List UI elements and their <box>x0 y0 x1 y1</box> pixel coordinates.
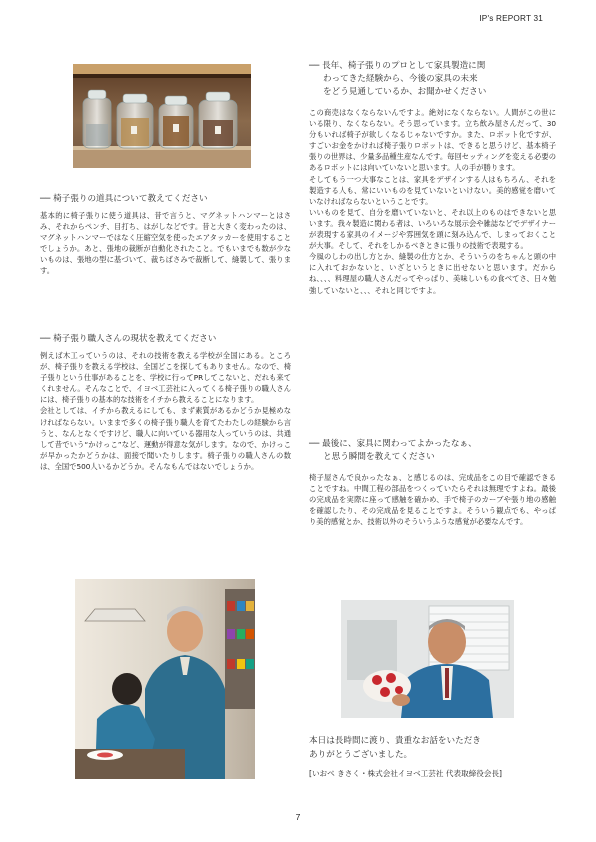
question-craftsmen-answer-1: 例えば木工っていうのは、それの技術を教える学校が全国にある。ところが、椅子張りを教える学校は、全国どこを探してもありません。なので、椅子張りという仕事があることを、学校に行ってPRしてこないと、だれも来てくれません。そんなことで、イヨベ工芸社に入ってくる椅子張りの職人さんには、椅子張りの基本的な技術をイチから教えることになります。 <box>40 351 291 405</box>
craftsman-workshop-illustration <box>75 579 255 779</box>
closing-signature: [いおべ きさく・株式会社イヨベ工芸社 代表取締役会長] <box>309 769 502 778</box>
question-craftsmen-answer-2: 会社としては、イチから教えるにしても、まず素質があるかどうか見極めなければならない。いままで多くの椅子張り職人を育てたわたしの経験から言うと、なんとなくですけど、職人に向いている器用な人っていうのは、共通して昔でいう“かけっこ”など、運動が得意な気がします。なので、かけっこが早かったかどうかは、面接で聞いたりします。椅子張りの職人さんの数は、全国で500人いるかどうか。そんなもんではないでしょうか。 <box>40 406 291 471</box>
question-future-answer-3: いいものを見て、自分を磨いていないと、それ以上のものはできないと思います。我々製造に関わる者は、いろいろな展示会や雑誌などでデザイナーが表現する家具のイメージや雰囲気を頭に刻み込んで、しまっておくことが大事。そして、それをしかるべきときに張りの技術で表現する。 <box>309 207 556 251</box>
question-tools-answer: 基本的に椅子張りに使う道具は、昔で言うと、マグネットハンマーとはさみ、それからペンチ、目打ち、はがしなどです。昔と大きく変わったのは、マグネットハンマーではなく圧縮空気を使ったエアタッカーを使用することでしょうか。あと、張地の裁断が自動化されたこと。でもいまでも数が少ないものは、張地の型に基づいて、裁ちばさみで裁断して、縫製して、張ります。 <box>40 211 291 276</box>
question-future-answer-2: そしてもう一つ大事なことは、家具をデザインする人はもちろん、それを製造する人も、常にいいものを見ていないといけない。美的感覚を磨いていなければならないということです。 <box>309 174 556 206</box>
question-joy-heading-line1: ── 最後に、家具に関わってよかったなぁ、 <box>309 439 477 449</box>
craftsman-workshop-photo <box>75 579 255 779</box>
question-tools-heading: ── 椅子張りの道具について教えてください <box>40 194 208 204</box>
tool-jars-photo <box>73 64 251 168</box>
question-craftsmen <box>40 333 291 472</box>
question-future-heading-line3: をどう見通しているか、お聞かせください <box>323 87 487 97</box>
closing-block <box>309 735 569 779</box>
report-header: IP's REPORT 31 <box>479 14 543 23</box>
page-number: 7 <box>295 812 301 822</box>
question-future-answer-4: 今風のしわの出し方とか、縫製の仕方とか、そういうのをちゃんと頭の中に入れておかないと、いざというときに出せないと思います。だからね、、、、料理屋の職人さんだってやっぱり、美味しいもの食べてさ、日々勉強していないと、、、それと同じですよ。 <box>309 252 556 295</box>
question-joy-heading-line2: と思う瞬間を教えてください <box>323 452 435 462</box>
question-tools <box>40 193 291 277</box>
tool-jars-illustration <box>73 64 251 168</box>
closing-thanks-line1: 本日は長時間に渡り、貴重なお話をいただき <box>309 736 481 746</box>
chairman-portrait-illustration <box>341 600 514 718</box>
question-future-answer-1: この商売はなくならないんですよ。絶対になくならない。人間がこの世にいる限り、なくならない。そう思っています。立ち飲み屋さんだって、30分もいれば椅子が欲しくなるじゃないですか。また、ロボット化ですが、すごいお金をかければ椅子張りロボットは、できると思うけど、基本椅子張りの世界は、少量多品種生産なんです。毎回セッティングを変える必要のあるロボットには向いていないと思います。人の手が勝ります。 <box>309 108 556 173</box>
question-joy-answer: 椅子屋さんで良かったなぁ、と感じるのは、完成品をこの目で確認できることですね。中間工程の部品をつくっていたらそれは無理ですよね。最後の完成品を実際に座って感触を確かめ、手で椅子のカーブや張り地の感触を確認したり、その完成品を見ることですよ。そういう観点でも、やっぱり美的感覚とか、技術以外のそういうふうな感覚が必要なんです。 <box>309 473 556 527</box>
chairman-portrait-photo <box>341 600 514 718</box>
closing-thanks-line2: ありがとうございました。 <box>309 749 413 760</box>
question-future-heading-line1: ── 長年、椅子張りのプロとして家具製造に関 <box>309 61 486 71</box>
question-future-heading-line2: わってきた経験から、今後の家具の未来 <box>323 74 478 84</box>
question-future <box>309 60 556 296</box>
question-joy <box>309 438 556 527</box>
question-craftsmen-heading: ── 椅子張り職人さんの現状を教えてください <box>40 334 217 344</box>
